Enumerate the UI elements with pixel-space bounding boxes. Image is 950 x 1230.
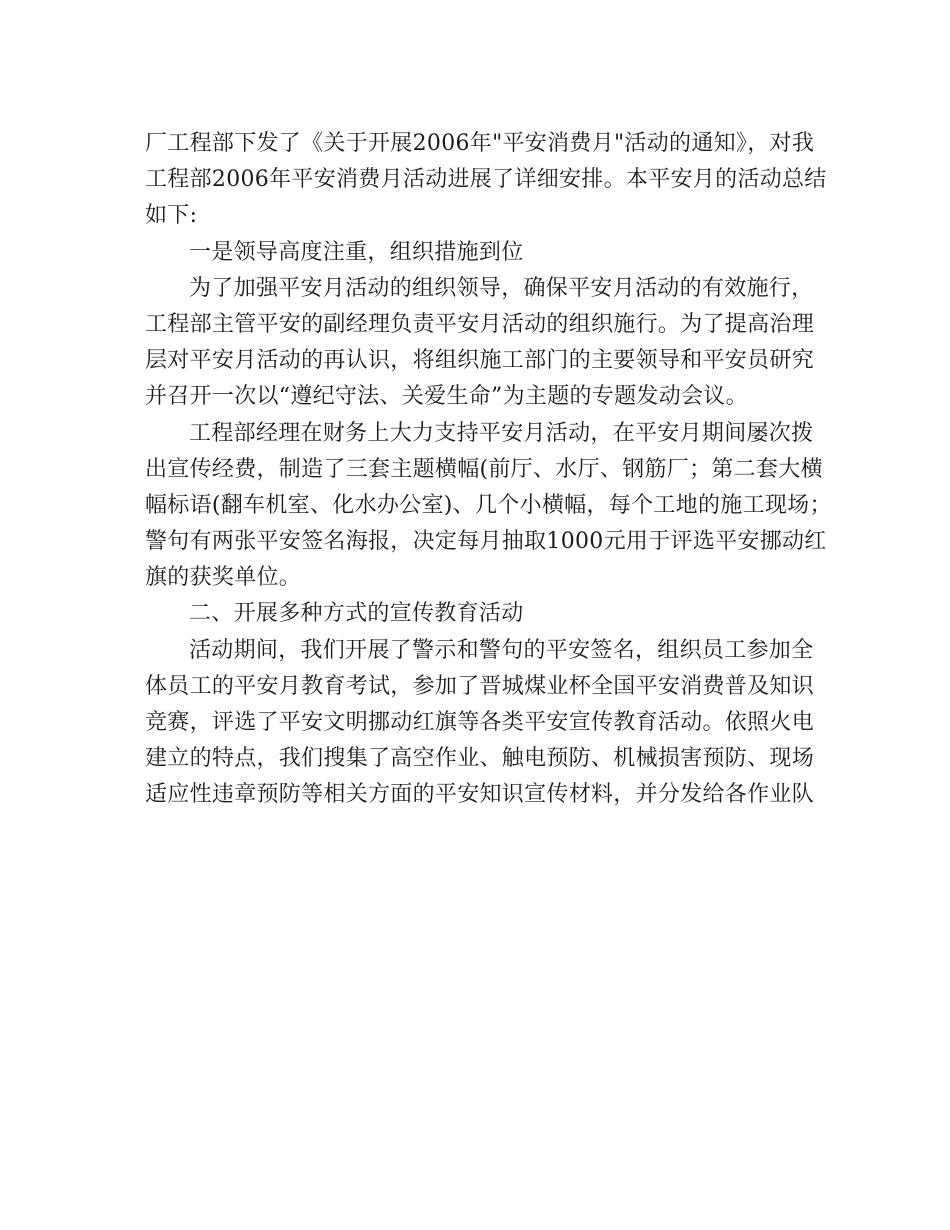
text-line: 工程部经理在财务上大力支持平安月活动，在平安月期间屡次拨 [189,420,814,446]
section-heading: 二、开展多种方式的宣传教育活动 [189,601,524,627]
text-line: 建立的特点，我们搜集了高空作业、触电预防、机械损害预防、现场 [145,746,815,772]
text-line: 层对平安月活动的再认识，将组织施工部门的主要领导和平安员研究 [145,348,815,374]
section-heading: 一是领导高度注重，组织措施到位 [189,239,524,265]
text-line: 旗的获奖单位。 [145,565,302,591]
text-line: 竞赛，评选了平安文明挪动红旗等各类平安宣传教育活动。依照火电 [145,710,815,735]
text-line: 体员工的平安月教育考试，参加了晋城煤业杯全国平安消费普及知识 [145,673,815,699]
text-line: 出宣传经费，制造了三套主题横幅(前厅、水厅、钢筋厂；第二套大横 [145,456,823,482]
text-line: 如下: [145,203,198,229]
text-line: 工程部2006年平安消费月活动进展了详细安排。本平安月的活动总结 [145,167,827,193]
text-line: 幅标语(翻车机室、化水办公室)、几个小横幅，每个工地的施工现场； [145,492,832,518]
text-line: 适应性违章预防等相关方面的平安知识宣传材料，并分发给各作业队 [145,782,815,808]
text-line: 工程部主管平安的副经理负责平安月活动的组织施行。为了提高治理 [145,311,815,337]
text-line: 警句有两张平安签名海报，决定每月抽取1000元用于评选平安挪动红 [145,529,827,555]
document-body [145,126,832,814]
text-line: 活动期间，我们开展了警示和警句的平安签名，组织员工参加全 [189,637,814,663]
text-line: 为了加强平安月活动的组织领导，确保平安月活动的有效施行， [189,275,814,301]
text-line: 并召开一次以“遵纪守法、关爱生命”为主题的专题发动会议。 [145,384,748,410]
text-line: 厂工程部下发了《关于开展2006年"平安消费月"活动的通知》，对我 [145,131,815,156]
